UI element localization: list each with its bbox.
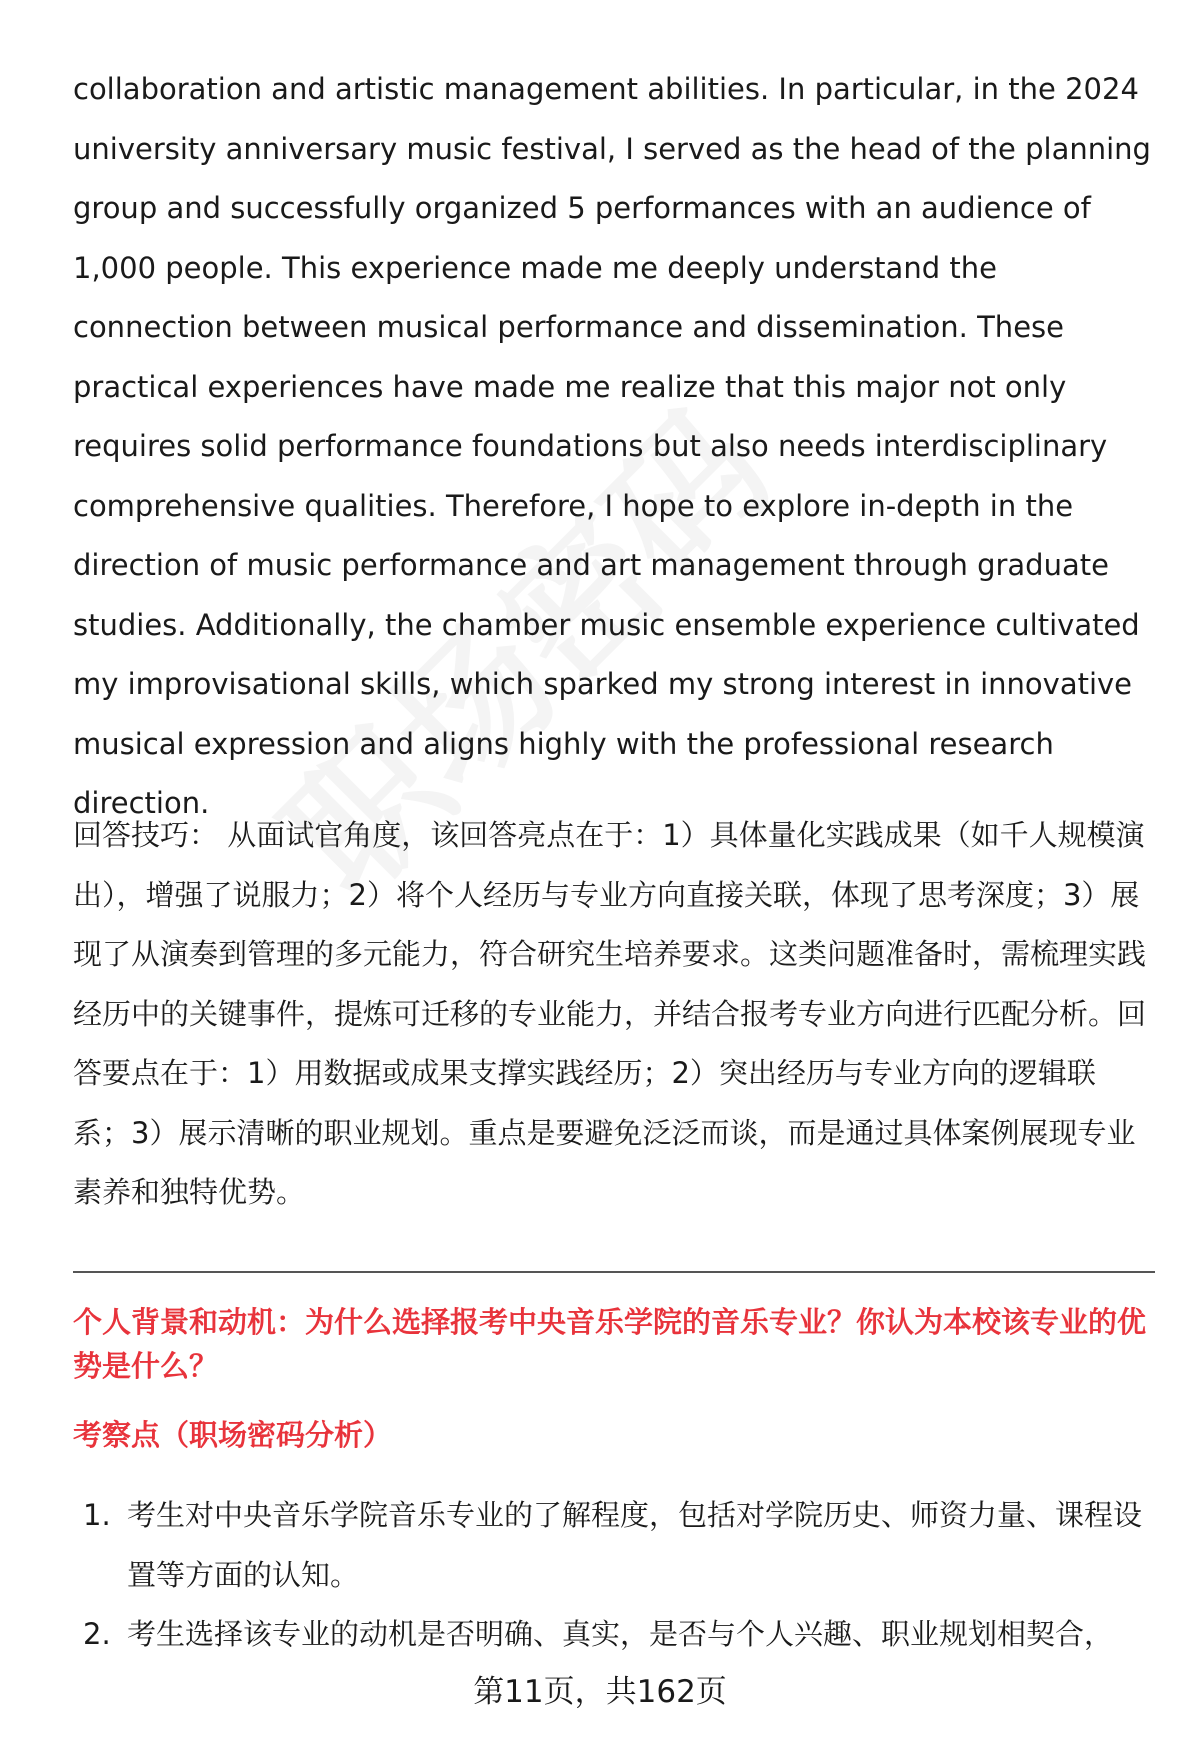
section-divider: [73, 1271, 1155, 1273]
question-heading: 个人背景和动机：为什么选择报考中央音乐学院的音乐专业？你认为本校该专业的优势是什么？: [73, 1305, 1147, 1383]
assessment-points-heading: 考察点（职场密码分析）: [73, 1418, 393, 1452]
list-item: [73, 1605, 1155, 1665]
list-item-number: 2.: [83, 1617, 111, 1651]
answer-tips-paragraph: 回答技巧： 从面试官角度，该回答亮点在于：1）具体量化实践成果（如千人规模演出），增强了说服力；2）将个人经历与专业方向直接关联，体现了思考深度；3）展现了从演奏到管理的多元能力，符合研究生培养要求。这类问题准备时，需梳理实践经历中的关键事件，提炼可迁移的专业能力，并结合报考专业方向进行匹配分析。回答要点在于：1）用数据或成果支撑实践经历；2）突出经历与专业方向的逻辑联系；3）展示清晰的职业规划。重点是要避免泛泛而谈，而是通过具体案例展现专业素养和独特优势。: [73, 818, 1147, 1209]
list-item-number: 1.: [83, 1498, 111, 1532]
assessment-points-list: [73, 1486, 1155, 1665]
answer-paragraph: collaboration and artistic management abilities. In particular, in the 2024 university anniversary music festival, I served as the head of the planning group and successfully organized 5 performances with an audience of 1,000 people. This experience made me deeply understand the connection between musical performance and dissemination. These practical experiences have made me realize that this major not only requires solid performance foundations but also needs interdisciplinary comprehensive qualities. Therefore, I hope to explore in-depth in the direction of music performance and art management through graduate studies. Additionally, the chamber music ensemble experience cultivated my improvisational skills, which sparked my strong interest in innovative musical expression and aligns highly with the professional research direction.: [73, 72, 1151, 820]
list-item: [73, 1486, 1155, 1605]
page-number-footer: 第11页，共162页: [473, 1674, 727, 1710]
list-item-text: 考生对中央音乐学院音乐专业的了解程度，包括对学院历史、师资力量、课程设置等方面的认知。: [127, 1498, 1143, 1592]
list-item-text: 考生选择该专业的动机是否明确、真实，是否与个人兴趣、职业规划相契合，: [127, 1617, 1114, 1651]
